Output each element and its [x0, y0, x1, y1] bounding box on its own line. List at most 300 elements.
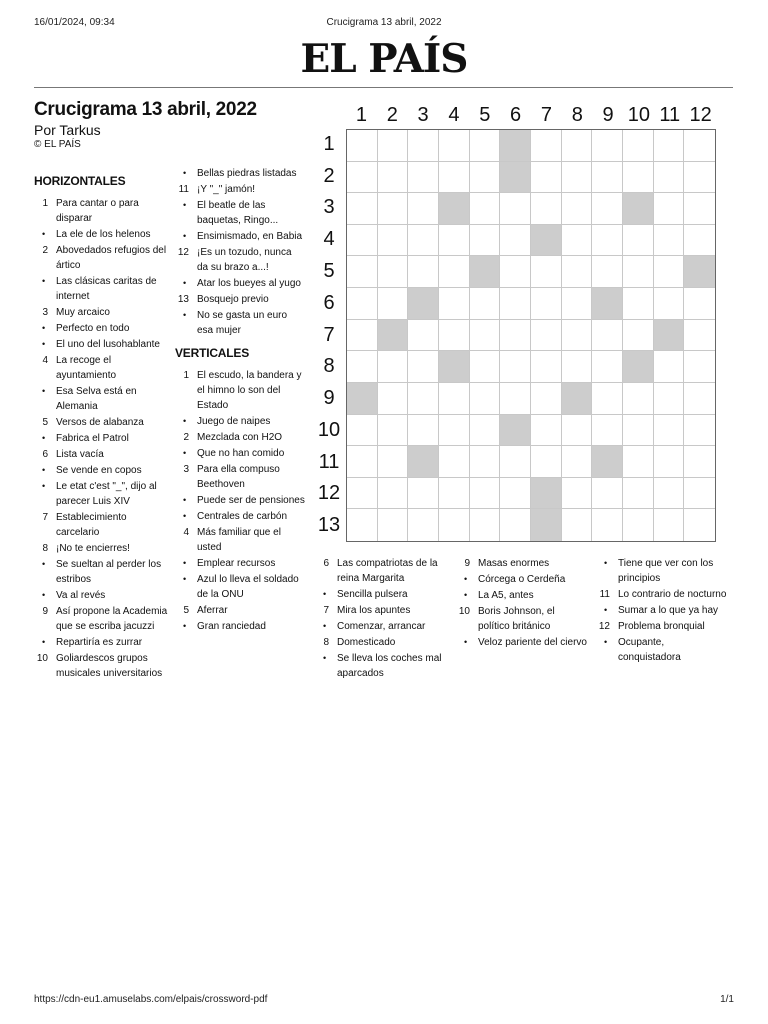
- grid-column-number: 5: [479, 104, 491, 126]
- clue-item: [315, 587, 447, 602]
- puzzle-byline: Por Tarkus: [34, 122, 101, 138]
- grid-cell[interactable]: [623, 383, 654, 415]
- grid-cell[interactable]: [470, 320, 501, 352]
- grid-cell[interactable]: [378, 351, 409, 383]
- grid-row-number: 2: [323, 164, 335, 187]
- grid-cell[interactable]: [684, 162, 715, 194]
- grid-cell[interactable]: [500, 193, 531, 225]
- grid-cell[interactable]: [408, 415, 439, 447]
- grid-cell[interactable]: [684, 130, 715, 162]
- grid-cell[interactable]: [439, 225, 470, 257]
- grid-block-cell: [531, 225, 562, 257]
- grid-cell[interactable]: [470, 509, 501, 541]
- grid-row-number: 9: [323, 387, 335, 410]
- grid-cell[interactable]: [654, 509, 685, 541]
- grid-cell[interactable]: [470, 446, 501, 478]
- clue-item: [34, 541, 168, 556]
- grid-cell[interactable]: [684, 415, 715, 447]
- clue-item: [34, 447, 168, 462]
- clue-text: Comenzar, arrancar: [337, 621, 426, 632]
- grid-cell[interactable]: [623, 446, 654, 478]
- clue-item: [456, 635, 588, 650]
- grid-cell[interactable]: [408, 256, 439, 288]
- grid-cell[interactable]: [592, 193, 623, 225]
- clue-number: 5: [42, 417, 48, 428]
- clue-bullet: •: [183, 278, 187, 288]
- grid-cell[interactable]: [684, 383, 715, 415]
- clue-text: Córcega o Cerdeña: [478, 574, 566, 585]
- clue-item: [175, 368, 305, 413]
- grid-cell[interactable]: [347, 288, 378, 320]
- grid-cell[interactable]: [347, 509, 378, 541]
- clue-number: 11: [178, 184, 189, 195]
- clue-item: [175, 276, 305, 291]
- grid-cell[interactable]: [562, 193, 593, 225]
- grid-row-number: 6: [323, 291, 335, 314]
- grid-cell[interactable]: [378, 446, 409, 478]
- clue-bullet: •: [183, 416, 187, 426]
- clue-bullet: •: [42, 433, 46, 443]
- clue-text: Así propone la Academia que se escriba jacuzzi: [56, 606, 168, 632]
- clue-item: [175, 198, 305, 228]
- grid-cell[interactable]: [500, 446, 531, 478]
- grid-cell[interactable]: [684, 320, 715, 352]
- clue-number: 5: [183, 605, 189, 616]
- grid-cell[interactable]: [592, 351, 623, 383]
- grid-block-cell: [684, 256, 715, 288]
- grid-cell[interactable]: [623, 225, 654, 257]
- grid-cell[interactable]: [654, 478, 685, 510]
- grid-cell[interactable]: [347, 256, 378, 288]
- grid-cell[interactable]: [439, 162, 470, 194]
- grid-cell[interactable]: [654, 162, 685, 194]
- down-column-2: [315, 556, 447, 682]
- crossword-grid: [346, 129, 716, 542]
- clue-bullet: •: [183, 621, 187, 631]
- clue-item: [34, 321, 168, 336]
- clue-item: [596, 556, 728, 586]
- clue-text: Las compatriotas de la reina Margarita: [337, 558, 438, 584]
- clue-bullet: •: [323, 589, 327, 599]
- grid-column-number: 12: [689, 104, 712, 126]
- grid-column-number: 2: [386, 104, 398, 126]
- clue-text: Muy arcaico: [56, 307, 110, 318]
- grid-cell[interactable]: [684, 446, 715, 478]
- grid-cell[interactable]: [347, 320, 378, 352]
- clue-text: Sencilla pulsera: [337, 589, 408, 600]
- across-clue-list-continued: [175, 166, 305, 338]
- clue-bullet: •: [183, 200, 187, 210]
- clue-bullet: •: [42, 323, 46, 333]
- grid-cell[interactable]: [378, 478, 409, 510]
- grid-cell[interactable]: [562, 351, 593, 383]
- clue-text: Ensimismado, en Babia: [197, 231, 303, 242]
- clue-bullet: •: [183, 231, 187, 241]
- clue-item: [175, 308, 305, 338]
- clue-item: [34, 557, 168, 587]
- clue-item: [34, 243, 168, 273]
- grid-cell[interactable]: [623, 320, 654, 352]
- grid-cell[interactable]: [439, 415, 470, 447]
- grid-block-cell: [623, 351, 654, 383]
- grid-cell[interactable]: [562, 415, 593, 447]
- grid-cell[interactable]: [531, 351, 562, 383]
- grid-cell[interactable]: [378, 256, 409, 288]
- clue-number: 13: [177, 294, 189, 305]
- grid-cell[interactable]: [531, 193, 562, 225]
- clue-item: [315, 651, 447, 681]
- clue-bullet: •: [42, 481, 46, 491]
- grid-cell[interactable]: [623, 415, 654, 447]
- down-column-3: [456, 556, 588, 651]
- clue-text: El escudo, la bandera y el himno lo son del Estado: [197, 370, 302, 411]
- grid-cell[interactable]: [623, 509, 654, 541]
- grid-row-number: 4: [323, 228, 335, 251]
- clue-number: 4: [42, 355, 48, 366]
- grid-cell[interactable]: [439, 256, 470, 288]
- print-page-number: 1/1: [720, 994, 734, 1005]
- grid-cell[interactable]: [562, 162, 593, 194]
- grid-cell[interactable]: [378, 130, 409, 162]
- grid-cell[interactable]: [623, 130, 654, 162]
- grid-cell[interactable]: [684, 193, 715, 225]
- grid-cell[interactable]: [592, 509, 623, 541]
- grid-cell[interactable]: [623, 478, 654, 510]
- clue-text: Abovedados refugios del ártico: [56, 245, 167, 271]
- clue-text: Tiene que ver con los principios: [618, 558, 714, 584]
- clue-number: 2: [42, 245, 48, 256]
- grid-cell[interactable]: [347, 130, 378, 162]
- clue-number: 9: [464, 558, 470, 569]
- grid-cell[interactable]: [684, 351, 715, 383]
- across-column-2: [175, 166, 305, 635]
- grid-cell[interactable]: [378, 383, 409, 415]
- grid-column-number: 1: [355, 104, 367, 126]
- header-divider: [34, 87, 733, 88]
- grid-cell[interactable]: [470, 478, 501, 510]
- grid-cell[interactable]: [378, 288, 409, 320]
- clue-item: [315, 556, 447, 586]
- grid-cell[interactable]: [470, 130, 501, 162]
- grid-cell[interactable]: [500, 256, 531, 288]
- down-clue-list-2: [315, 556, 447, 681]
- grid-cell[interactable]: [684, 478, 715, 510]
- clue-text: Goliardescos grupos musicales universitarios: [56, 653, 163, 679]
- grid-cell[interactable]: [592, 320, 623, 352]
- grid-cell[interactable]: [592, 415, 623, 447]
- grid-cell[interactable]: [654, 225, 685, 257]
- clue-number: 3: [42, 307, 48, 318]
- grid-cell[interactable]: [439, 288, 470, 320]
- grid-cell[interactable]: [378, 509, 409, 541]
- grid-cell[interactable]: [592, 225, 623, 257]
- clue-bullet: •: [183, 511, 187, 521]
- grid-block-cell: [470, 256, 501, 288]
- clue-bullet: •: [42, 590, 46, 600]
- clue-number: 1: [183, 370, 189, 381]
- clue-item: [175, 572, 305, 602]
- grid-cell[interactable]: [347, 193, 378, 225]
- grid-cell[interactable]: [347, 162, 378, 194]
- grid-column-number: 10: [627, 104, 651, 126]
- down-clue-list: [175, 368, 305, 634]
- clue-item: [315, 619, 447, 634]
- grid-cell[interactable]: [347, 415, 378, 447]
- grid-cell[interactable]: [684, 225, 715, 257]
- print-page-title: Crucigrama 13 abril, 2022: [326, 17, 442, 28]
- grid-cell[interactable]: [684, 288, 715, 320]
- clue-text: Se lleva los coches mal aparcados: [337, 653, 442, 679]
- clue-text: Sumar a lo que ya hay: [618, 605, 719, 616]
- grid-cell[interactable]: [408, 351, 439, 383]
- grid-cell[interactable]: [500, 320, 531, 352]
- clue-number: 1: [42, 198, 48, 209]
- grid-cell[interactable]: [592, 130, 623, 162]
- grid-cell[interactable]: [592, 162, 623, 194]
- grid-cell[interactable]: [378, 162, 409, 194]
- clue-item: [315, 603, 447, 618]
- grid-block-cell: [347, 383, 378, 415]
- grid-cell[interactable]: [408, 162, 439, 194]
- puzzle-title: Crucigrama 13 abril, 2022: [34, 99, 257, 120]
- grid-block-cell: [408, 446, 439, 478]
- clue-text: Esa Selva está en Alemania: [56, 386, 137, 412]
- clue-text: No se gasta un euro esa mujer: [197, 310, 288, 336]
- grid-cell[interactable]: [531, 415, 562, 447]
- grid-block-cell: [439, 193, 470, 225]
- grid-cell[interactable]: [562, 256, 593, 288]
- clue-bullet: •: [464, 637, 468, 647]
- clue-text: Atar los bueyes al yugo: [197, 278, 301, 289]
- clue-number: 3: [183, 464, 189, 475]
- grid-cell[interactable]: [654, 415, 685, 447]
- grid-cell[interactable]: [654, 383, 685, 415]
- grid-cell[interactable]: [654, 351, 685, 383]
- grid-cell[interactable]: [562, 446, 593, 478]
- grid-cell[interactable]: [562, 130, 593, 162]
- grid-cell[interactable]: [347, 225, 378, 257]
- grid-cell[interactable]: [654, 130, 685, 162]
- grid-cell[interactable]: [654, 288, 685, 320]
- clue-number: 6: [42, 449, 48, 460]
- grid-block-cell: [562, 383, 593, 415]
- clue-text: Versos de alabanza: [56, 417, 144, 428]
- clue-item: [596, 587, 728, 602]
- grid-cell[interactable]: [439, 446, 470, 478]
- clue-bullet: •: [323, 653, 327, 663]
- clue-text: Lista vacía: [56, 449, 104, 460]
- grid-cell[interactable]: [592, 383, 623, 415]
- clue-text: Boris Johnson, el político británico: [478, 606, 555, 632]
- clue-item: [175, 619, 305, 634]
- clue-text: La ele de los helenos: [56, 229, 151, 240]
- grid-cell[interactable]: [347, 351, 378, 383]
- clue-text: Las clásicas caritas de internet: [56, 276, 157, 302]
- grid-column-number: 3: [417, 104, 429, 126]
- clue-text: Establecimiento carcelario: [56, 512, 127, 538]
- clue-item: [456, 604, 588, 634]
- grid-cell[interactable]: [500, 478, 531, 510]
- grid-row-number: 3: [323, 196, 335, 219]
- grid-cell[interactable]: [470, 288, 501, 320]
- grid-cell[interactable]: [562, 478, 593, 510]
- grid-cell[interactable]: [500, 288, 531, 320]
- grid-cell[interactable]: [623, 256, 654, 288]
- clue-text: Perfecto en todo: [56, 323, 130, 334]
- grid-cell[interactable]: [500, 383, 531, 415]
- grid-cell[interactable]: [562, 225, 593, 257]
- clue-number: 7: [323, 605, 329, 616]
- grid-cell[interactable]: [470, 415, 501, 447]
- down-clue-list-3: [456, 556, 588, 650]
- print-footer-url: https://cdn-eu1.amuselabs.com/elpais/crossword-pdf: [34, 994, 268, 1005]
- clue-item: [315, 635, 447, 650]
- grid-cell[interactable]: [531, 383, 562, 415]
- grid-cell[interactable]: [408, 130, 439, 162]
- clue-item: [34, 305, 168, 320]
- grid-cell[interactable]: [531, 288, 562, 320]
- grid-cell[interactable]: [408, 478, 439, 510]
- clue-bullet: •: [464, 574, 468, 584]
- grid-cell[interactable]: [531, 130, 562, 162]
- clue-text: Mezclada con H2O: [197, 432, 283, 443]
- grid-block-cell: [531, 478, 562, 510]
- across-heading: HORIZONTALES: [34, 174, 126, 188]
- grid-cell[interactable]: [500, 509, 531, 541]
- grid-cell[interactable]: [684, 509, 715, 541]
- grid-cell[interactable]: [531, 256, 562, 288]
- clue-text: ¡No te encierres!: [56, 543, 130, 554]
- grid-block-cell: [439, 351, 470, 383]
- clue-item: [34, 227, 168, 242]
- clue-item: [34, 196, 168, 226]
- clue-item: [456, 588, 588, 603]
- grid-cell[interactable]: [531, 320, 562, 352]
- clue-text: La recoge el ayuntamiento: [56, 355, 117, 381]
- grid-cell[interactable]: [470, 193, 501, 225]
- grid-cell[interactable]: [439, 320, 470, 352]
- clue-item: [596, 635, 728, 665]
- clue-text: Ocupante, conquistadora: [618, 637, 681, 663]
- clue-text: La A5, antes: [478, 590, 534, 601]
- grid-column-number: 11: [659, 104, 681, 126]
- clue-text: Azul lo lleva el soldado de la ONU: [197, 574, 299, 600]
- grid-cell[interactable]: [531, 446, 562, 478]
- clue-bullet: •: [604, 605, 608, 615]
- grid-cell[interactable]: [623, 288, 654, 320]
- grid-cell[interactable]: [470, 383, 501, 415]
- grid-cell[interactable]: [470, 351, 501, 383]
- clue-number: 8: [42, 543, 48, 554]
- grid-row-number: 7: [323, 323, 335, 346]
- clue-bullet: •: [183, 495, 187, 505]
- clue-item: [175, 430, 305, 445]
- grid-cell[interactable]: [654, 256, 685, 288]
- grid-cell[interactable]: [500, 225, 531, 257]
- print-datetime: 16/01/2024, 09:34: [34, 17, 115, 28]
- clue-text: Bellas piedras listadas: [197, 168, 297, 179]
- grid-row-number: 12: [317, 482, 341, 505]
- grid-cell[interactable]: [439, 509, 470, 541]
- grid-cell[interactable]: [439, 130, 470, 162]
- grid-cell[interactable]: [562, 509, 593, 541]
- grid-cell[interactable]: [500, 351, 531, 383]
- grid-block-cell: [592, 288, 623, 320]
- grid-cell[interactable]: [531, 162, 562, 194]
- clue-number: 2: [183, 432, 189, 443]
- grid-cell[interactable]: [654, 193, 685, 225]
- clue-item: [596, 603, 728, 618]
- grid-block-cell: [531, 509, 562, 541]
- grid-cell[interactable]: [562, 320, 593, 352]
- clue-text: Repartiría es zurrar: [56, 637, 143, 648]
- clue-text: El beatle de las baquetas, Ringo...: [197, 200, 279, 226]
- clue-bullet: •: [183, 448, 187, 458]
- grid-cell[interactable]: [408, 383, 439, 415]
- clue-text: Puede ser de pensiones: [197, 495, 305, 506]
- clue-text: Le etat c'est "_", dijo al parecer Luis XIV: [56, 481, 157, 507]
- grid-cell[interactable]: [562, 288, 593, 320]
- clue-item: [456, 572, 588, 587]
- grid-block-cell: [654, 320, 685, 352]
- grid-cell[interactable]: [470, 225, 501, 257]
- clue-item: [34, 604, 168, 634]
- clue-bullet: •: [464, 590, 468, 600]
- el-pais-logo: EL PAÍS: [300, 36, 468, 82]
- grid-cell[interactable]: [408, 509, 439, 541]
- clue-item: [34, 588, 168, 603]
- grid-cell[interactable]: [347, 478, 378, 510]
- grid-cell[interactable]: [378, 225, 409, 257]
- clue-bullet: •: [42, 559, 46, 569]
- clue-item: [456, 556, 588, 571]
- grid-cell[interactable]: [654, 446, 685, 478]
- clue-text: Masas enormes: [478, 558, 550, 569]
- grid-cell[interactable]: [439, 478, 470, 510]
- clue-item: [34, 415, 168, 430]
- grid-column-number: 4: [448, 104, 460, 126]
- grid-cell[interactable]: [470, 162, 501, 194]
- grid-cell[interactable]: [408, 320, 439, 352]
- grid-cell[interactable]: [347, 446, 378, 478]
- grid-cell[interactable]: [378, 415, 409, 447]
- grid-cell[interactable]: [378, 193, 409, 225]
- grid-cell[interactable]: [592, 256, 623, 288]
- grid-row-number: 5: [323, 259, 335, 282]
- clue-number: 6: [323, 558, 329, 569]
- clue-number: 10: [36, 653, 48, 664]
- clue-text: Para ella compuso Beethoven: [197, 464, 280, 490]
- grid-cell[interactable]: [592, 478, 623, 510]
- clue-number: 10: [458, 606, 470, 617]
- down-column-4: [596, 556, 728, 666]
- clue-item: [34, 463, 168, 478]
- grid-row-number: 13: [317, 514, 341, 537]
- clue-bullet: •: [604, 637, 608, 647]
- puzzle-copyright: © EL PAÍS: [34, 139, 81, 150]
- clue-item: [175, 292, 305, 307]
- grid-row-number: 8: [323, 355, 335, 378]
- grid-row-number: 11: [318, 450, 340, 473]
- grid-cell[interactable]: [408, 225, 439, 257]
- grid-cell[interactable]: [623, 162, 654, 194]
- clue-text: Domesticado: [337, 637, 396, 648]
- clue-number: 11: [599, 589, 610, 600]
- grid-cell[interactable]: [439, 383, 470, 415]
- clue-bullet: •: [183, 168, 187, 178]
- grid-cell[interactable]: [408, 193, 439, 225]
- clue-item: [34, 651, 168, 681]
